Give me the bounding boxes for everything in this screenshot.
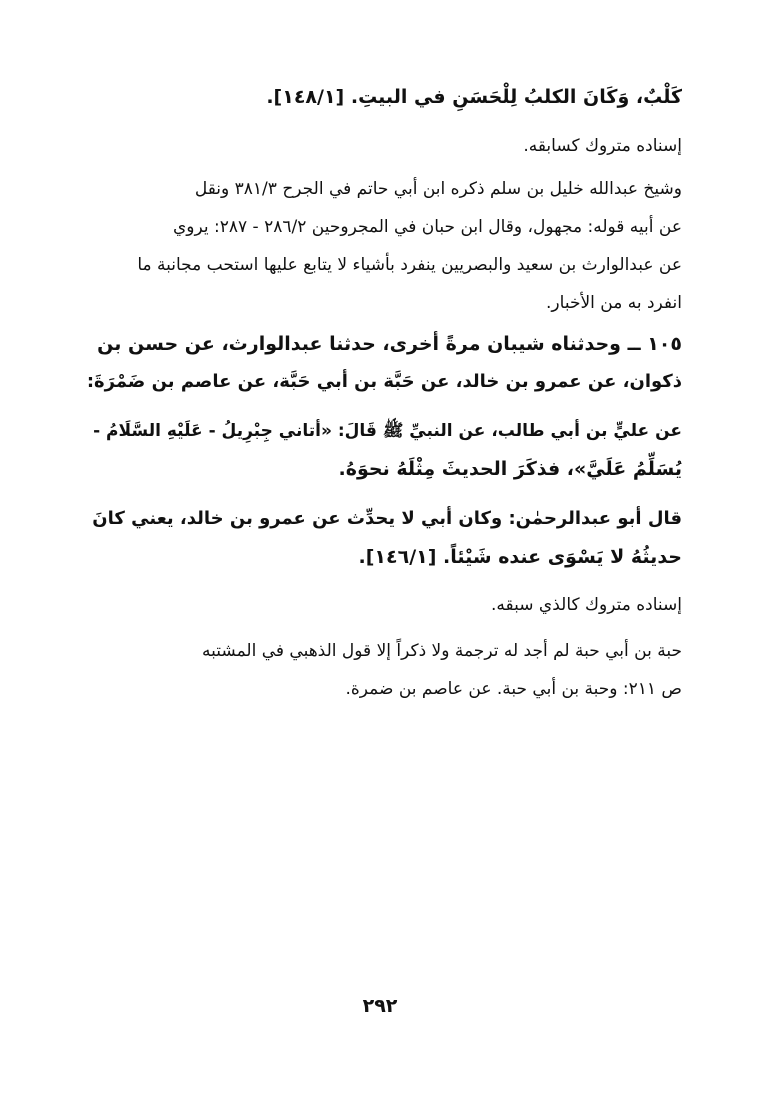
- narrator-note-104: [78, 170, 682, 322]
- text-line: عن أبيه قوله: مجهول، وقال ابن حبان في المجروحين ٢٨٦/٢ - ٢٨٧: يروي: [172, 217, 682, 237]
- text-line: ذكوان، عن عمرو بن خالد، عن حَبَّة بن أبي حَبَّة، عن عاصم بن ضَمْرَةَ:: [86, 371, 682, 392]
- hadith-105-chain: [78, 325, 682, 401]
- hadith-105-text: [78, 412, 682, 488]
- text-line: انفرد به من الأخبار.: [546, 293, 682, 313]
- abu-abdulrahman-statement: [78, 500, 682, 576]
- isnad-note-104: [78, 127, 682, 165]
- text-line: وشيخ عبدالله خليل بن سلم ذكره ابن أبي حاتم في الجرح ٣٨١/٣ ونقل: [194, 179, 682, 199]
- page-number: ٢٩٢: [362, 995, 398, 1017]
- isnad-note-105: [78, 586, 682, 624]
- text-line: إسناده متروك كالذي سبقه.: [491, 595, 682, 615]
- text-line: عن عليٍّ بن أبي طالب، عن النبيِّ ﷺ قَالَ: «أتاني جِبْرِيلُ - عَلَيْهِ السَّلَامُ -: [93, 421, 682, 441]
- text-line: عن عبدالوارث بن سعيد والبصريين ينفرد بأشياء لا يتابع عليها استحب مجانبة ما: [137, 255, 682, 275]
- text-line: حديثُهُ لا يَسْوَى عنده شَيْئاً. [١٤٦/١].: [358, 546, 682, 568]
- text-line: ١٠٥ ــ وحدثناه شيبان مرةً أخرى، حدثنا عبدالوارث، عن حسن بن: [97, 333, 682, 355]
- narrator-note-105: [78, 632, 682, 708]
- text-line: حبة بن أبي حبة لم أجد له ترجمة ولا ذكراً إلا قول الذهبي في المشتبه: [202, 641, 682, 661]
- text-line: كَلْبٌ، وَكَانَ الكلبُ لِلْحَسَنِ في البيتِ. [١٤٨/١].: [266, 86, 682, 108]
- hadith-104-ending: [78, 78, 682, 116]
- text-line: قال أبو عبدالرحمٰن: وكان أبي لا يحدِّث عن عمرو بن خالد، يعني كانَ: [92, 508, 682, 529]
- text-line: يُسَلِّمُ عَلَيَّ»، فذكَرَ الحديثَ مِثْلَهُ نحوَهُ.: [338, 458, 682, 480]
- text-line: إسناده متروك كسابقه.: [523, 136, 682, 156]
- text-line: ص ٢١١: وحبة بن أبي حبة. عن عاصم بن ضمرة.: [345, 679, 682, 699]
